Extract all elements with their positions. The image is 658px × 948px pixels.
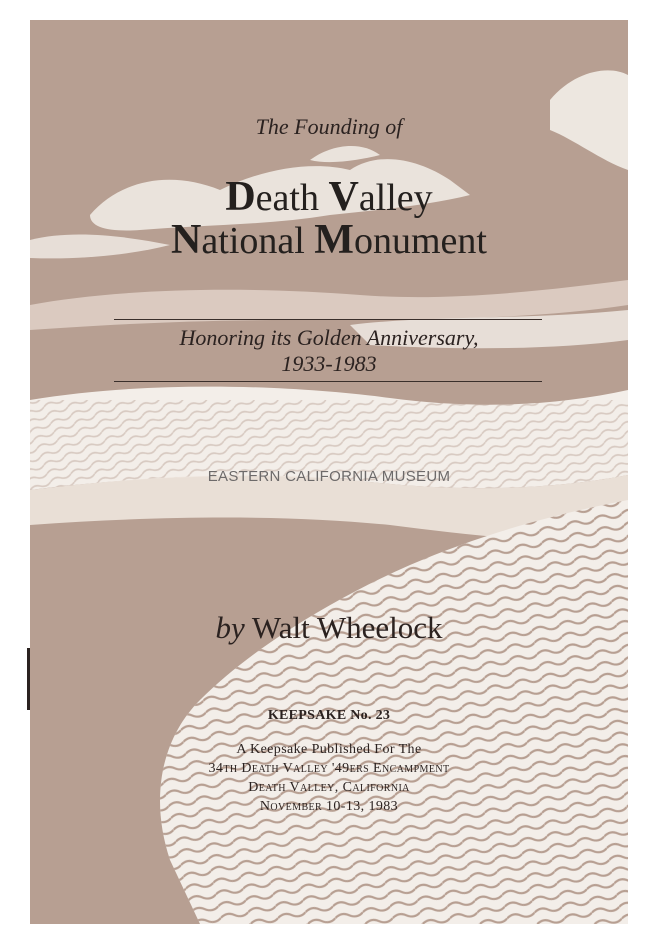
publication-line-3: Death Valley, California	[248, 780, 410, 795]
cover-subtitle: The Founding of	[255, 114, 403, 139]
keepsake-number: KEEPSAKE No. 23	[267, 708, 391, 723]
cover-title	[30, 176, 628, 262]
publication-info	[30, 740, 628, 816]
museum-watermark: EASTERN CALIFORNIA MUSEUM	[207, 468, 451, 485]
publication-line-4: November 10-13, 1983	[259, 799, 399, 814]
title-divider-bottom	[114, 381, 542, 382]
title-divider-top	[114, 319, 542, 320]
booklet-cover	[30, 20, 628, 924]
anniversary-line-1: Honoring its Golden Anniversary,	[179, 325, 479, 350]
publication-line-1: A Keepsake Published For The	[236, 742, 422, 757]
author-name: Walt Wheelock	[251, 610, 443, 645]
publication-line-2: 34th Death Valley '49ers Encampment	[208, 761, 450, 776]
author-prefix: by	[215, 610, 245, 645]
title-line-1: Death Valley	[225, 174, 433, 220]
author-line	[30, 610, 628, 646]
anniversary-line-2: 1933-1983	[281, 351, 377, 376]
title-line-2: National Monument	[171, 217, 487, 263]
anniversary-text	[30, 325, 628, 377]
